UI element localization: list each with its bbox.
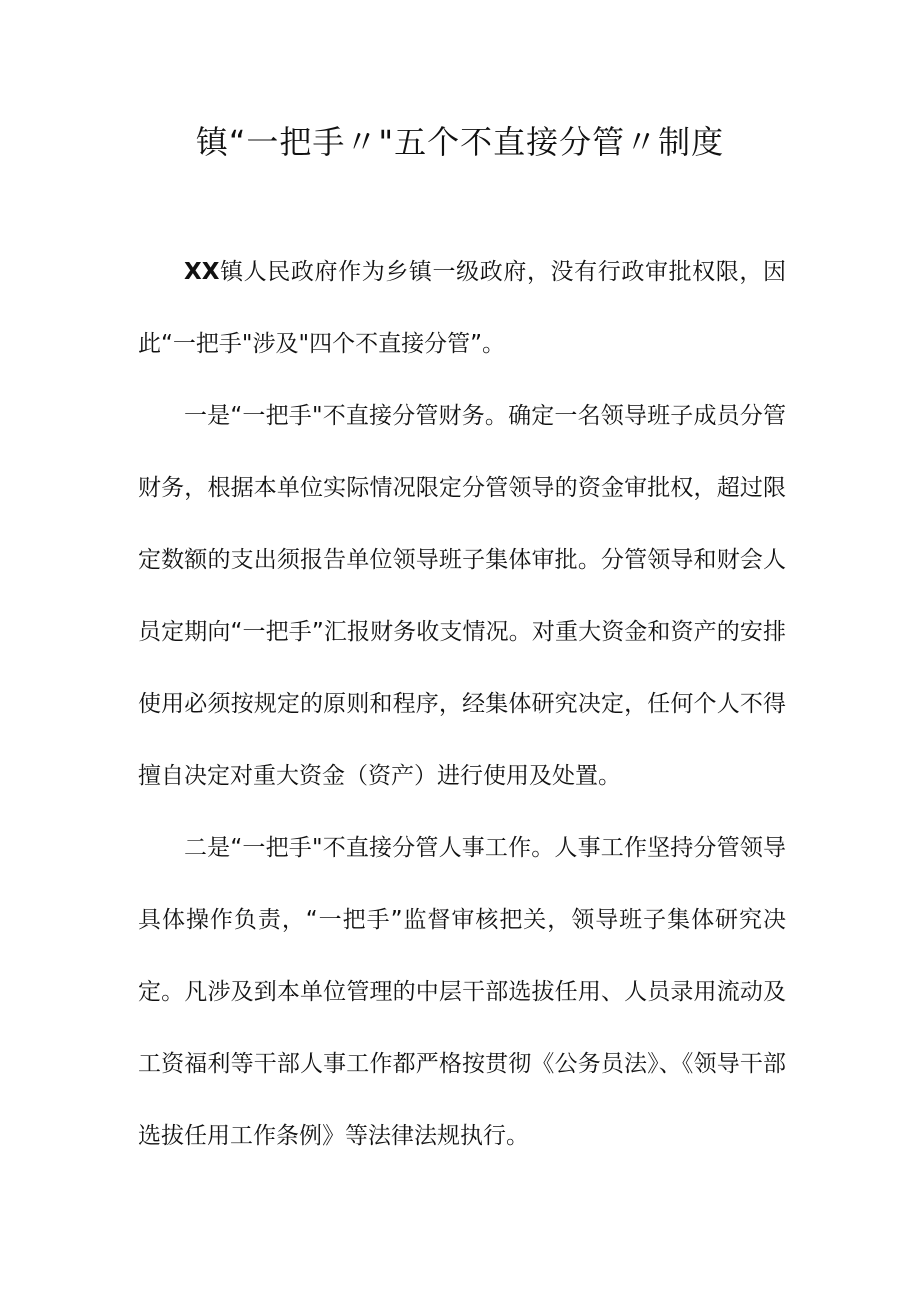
document-body	[138, 236, 786, 1172]
paragraph-personnel	[138, 812, 786, 1172]
paragraph-finance-text: 一是“一把手"不直接分管财务。确定一名领导班子成员分管财务，根据本单位实际情况限定分管领导的资金审批权，超过限定数额的支出须报告单位领导班子集体审批。分管领导和财会人员定期向“一把手”汇报财务收支情况。对重大资金和资产的安排使用必须按规定的原则和程序，经集体研究决定，任何个人不得擅自决定对重大资金（资产）进行使用及处置。	[138, 403, 786, 789]
paragraph-intro	[138, 236, 786, 380]
paragraph-intro-lead: XX	[184, 259, 220, 285]
document-title: 镇“一把手〃"五个不直接分管〃制度	[195, 123, 725, 161]
paragraph-finance	[138, 380, 786, 812]
paragraph-intro-text: 镇人民政府作为乡镇一级政府，没有行政审批权限，因此“一把手"涉及"四个不直接分管”。	[138, 259, 786, 357]
paragraph-personnel-text: 二是“一把手"不直接分管人事工作。人事工作坚持分管领导具体操作负责，“一把手”监督审核把关，领导班子集体研究决定。凡涉及到本单位管理的中层干部选拔任用、人员录用流动及工资福利等干部人事工作都严格按贯彻《公务员法》、《领导干部选拔任用工作条例》等法律法规执行。	[138, 835, 786, 1149]
